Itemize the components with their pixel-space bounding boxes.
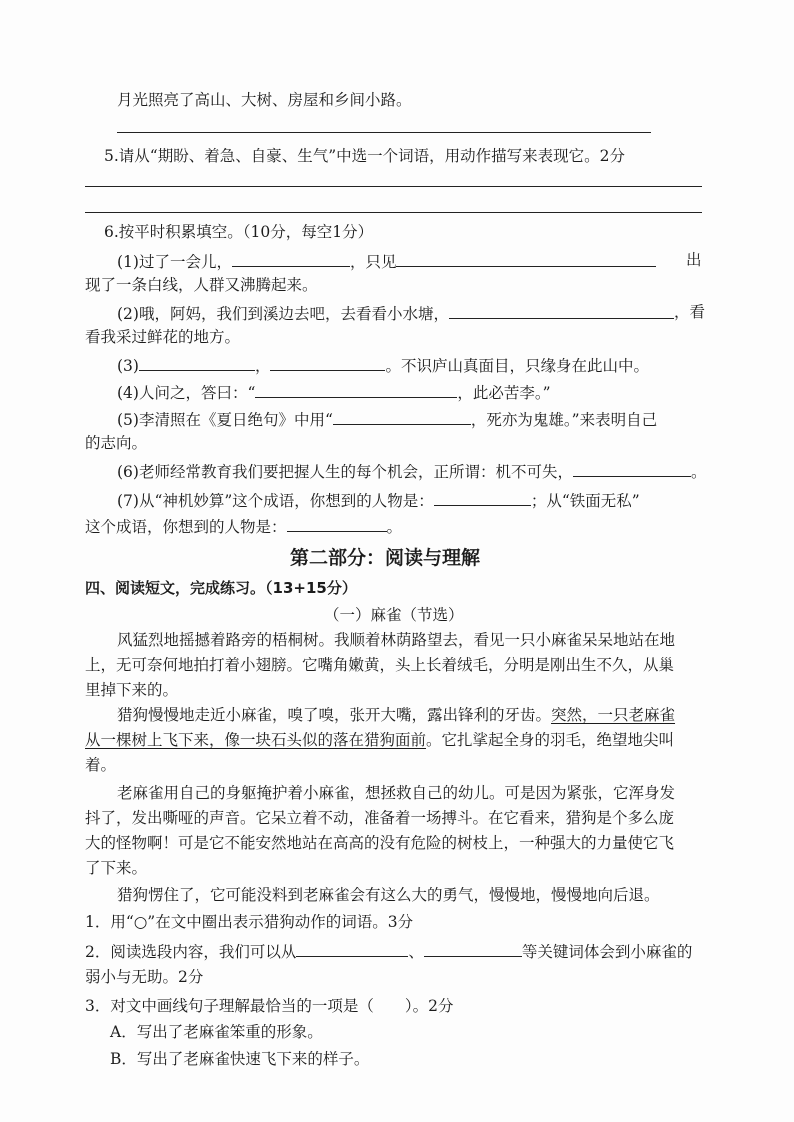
underlined-sentence: 从一棵树上飞下来，像一块石头似的落在猎狗面前 bbox=[85, 731, 427, 749]
fill-blank[interactable] bbox=[270, 354, 385, 371]
fill-blank[interactable] bbox=[396, 250, 656, 267]
passage-p2-l3: 着。 bbox=[85, 756, 117, 774]
question-5: 5.请从“期盼、着急、自豪、生气”中选一个词语，用动作描写来表现它。2分 bbox=[104, 147, 626, 165]
q2-text-a: 2．阅读选段内容，我们可以从 bbox=[85, 943, 297, 961]
q6-7-text-c: 这个成语，你想到的人物是： bbox=[85, 518, 287, 536]
q6-5-text-b: ，死亦为鬼雄。”来表明自己 bbox=[470, 411, 658, 429]
q6-3-text-c: 。不识庐山真面目，只缘身在此山中。 bbox=[385, 357, 649, 375]
answer-line[interactable] bbox=[85, 186, 702, 187]
q2-text-b: 、 bbox=[408, 943, 424, 961]
q6-7-text-b: ；从“铁面无私” bbox=[530, 492, 640, 510]
question-3: 3．对文中画线句子理解最恰当的一项是（ ）。2分 bbox=[85, 997, 454, 1015]
passage-title: （一）麻雀（节选） bbox=[324, 606, 464, 624]
fill-blank[interactable] bbox=[232, 250, 350, 267]
section-4-title: 四、阅读短文，完成练习。（13+15分） bbox=[85, 579, 357, 597]
q6-4-text-b: ，此必苦李。” bbox=[457, 384, 551, 402]
q6-1-text-a: (1)过了一会儿， bbox=[117, 253, 232, 271]
fill-blank[interactable] bbox=[449, 302, 674, 319]
q3-option-a: A．写出了老麻雀笨重的形象。 bbox=[110, 1023, 323, 1041]
q6-7-text-d: 。 bbox=[386, 518, 403, 536]
q6-item-5 bbox=[117, 408, 657, 430]
question-2 bbox=[85, 940, 692, 962]
fill-blank[interactable] bbox=[573, 460, 691, 477]
passage-p3-l2: 抖了，发出嘶哑的声音。它呆立着不动，准备着一场搏斗。在它看来，猎狗是个多么庞 bbox=[85, 809, 675, 827]
passage-p4: 猎狗愣住了，它可能没料到老麻雀会有这么大的勇气，慢慢地，慢慢地向后退。 bbox=[117, 886, 660, 904]
passage-p1-l2: 上，无可奈何地拍打着小翅膀。它嘴角嫩黄，头上长着绒毛，分明是刚出生不久，从巢 bbox=[85, 656, 675, 674]
part2-heading: 第二部分：阅读与理解 bbox=[290, 547, 481, 569]
q2-text-c: 等关键词体会到小麻雀的 bbox=[521, 943, 693, 961]
passage-p2-l2b: 。它扎挲起全身的羽毛，绝望地尖叫 bbox=[426, 731, 675, 749]
q6-item-2 bbox=[117, 302, 674, 324]
q6-6-text-b: 。 bbox=[690, 463, 707, 481]
q3-option-b: B．写出了老麻雀快速飞下来的样子。 bbox=[110, 1050, 370, 1068]
fill-blank[interactable] bbox=[287, 515, 387, 532]
q6-item-3 bbox=[117, 354, 649, 376]
passage-p2-l2 bbox=[85, 730, 674, 750]
q6-item-6 bbox=[117, 460, 706, 482]
q6-5-text-c: 的志向。 bbox=[85, 434, 148, 452]
q6-item-1 bbox=[117, 250, 656, 272]
q6-2-text-b: ，看 bbox=[674, 303, 706, 321]
q2-text-d: 弱小与无助。2分 bbox=[85, 968, 204, 986]
passage-p1-l1: 风猛烈地摇撼着路旁的梧桐树。我顺着林荫路望去，看见一只小麻雀呆呆地站在地 bbox=[117, 631, 676, 649]
fill-blank[interactable] bbox=[139, 354, 255, 371]
passage-p3-l3: 大的怪物啊！可是它不能安然地站在高高的没有危险的树枝上，一种强大的力量使它飞 bbox=[85, 834, 675, 852]
passage-p2-l1 bbox=[117, 705, 675, 725]
q6-item-7-cont bbox=[85, 515, 402, 537]
underlined-sentence: 突然，一只老麻雀 bbox=[551, 706, 676, 724]
fill-blank[interactable] bbox=[333, 408, 471, 425]
moon-sentence: 月光照亮了高山、大树、房屋和乡间小路。 bbox=[117, 91, 412, 109]
q6-item-4 bbox=[117, 381, 551, 403]
q6-7-text-a: (7)从“神机妙算”这个成语，你想到的人物是： bbox=[117, 492, 434, 510]
q6-3-text-b: ， bbox=[254, 357, 271, 375]
passage-p3-l1: 老麻雀用自己的身躯掩护着小麻雀，想拯救自己的幼儿。可是因为紧张，它浑身发 bbox=[117, 784, 676, 802]
fill-blank[interactable] bbox=[255, 381, 457, 398]
answer-line[interactable] bbox=[117, 132, 651, 133]
q6-2-text-a: (2)哦，阿妈，我们到溪边去吧，去看看小水塘， bbox=[117, 305, 449, 323]
q6-1-text-b: ，只见 bbox=[349, 253, 397, 271]
answer-line[interactable] bbox=[85, 212, 702, 213]
q6-item-7 bbox=[117, 489, 640, 511]
q6-4-text-a: (4)人问之，答曰：“ bbox=[117, 384, 256, 402]
fill-blank[interactable] bbox=[296, 940, 408, 957]
q6-1-text-c: 出 bbox=[686, 251, 702, 269]
passage-p3-l4: 了下来。 bbox=[85, 859, 148, 877]
q6-3-text-a: (3) bbox=[117, 357, 139, 375]
q6-6-text-a: (6)老师经常教育我们要把握人生的每个机会，正所谓：机不可失， bbox=[117, 463, 573, 481]
passage-p2-l1a: 猎狗慢慢地走近小麻雀，嗅了嗅，张开大嘴，露出锋利的牙齿。 bbox=[117, 706, 552, 724]
question-6-title: 6.按平时积累填空。（10分，每空1分） bbox=[104, 223, 374, 241]
q6-2-text-c: 看我采过鲜花的地方。 bbox=[85, 328, 241, 346]
fill-blank[interactable] bbox=[434, 489, 531, 506]
q6-1-text-d: 现了一条白线，人群又沸腾起来。 bbox=[85, 276, 318, 294]
q6-5-text-a: (5)李清照在《夏日绝句》中用“ bbox=[117, 411, 333, 429]
fill-blank[interactable] bbox=[424, 940, 522, 957]
passage-p1-l3: 里掉下来的。 bbox=[85, 681, 179, 699]
question-1: 1．用“○”在文中圈出表示猎狗动作的词语。3分 bbox=[85, 913, 414, 931]
